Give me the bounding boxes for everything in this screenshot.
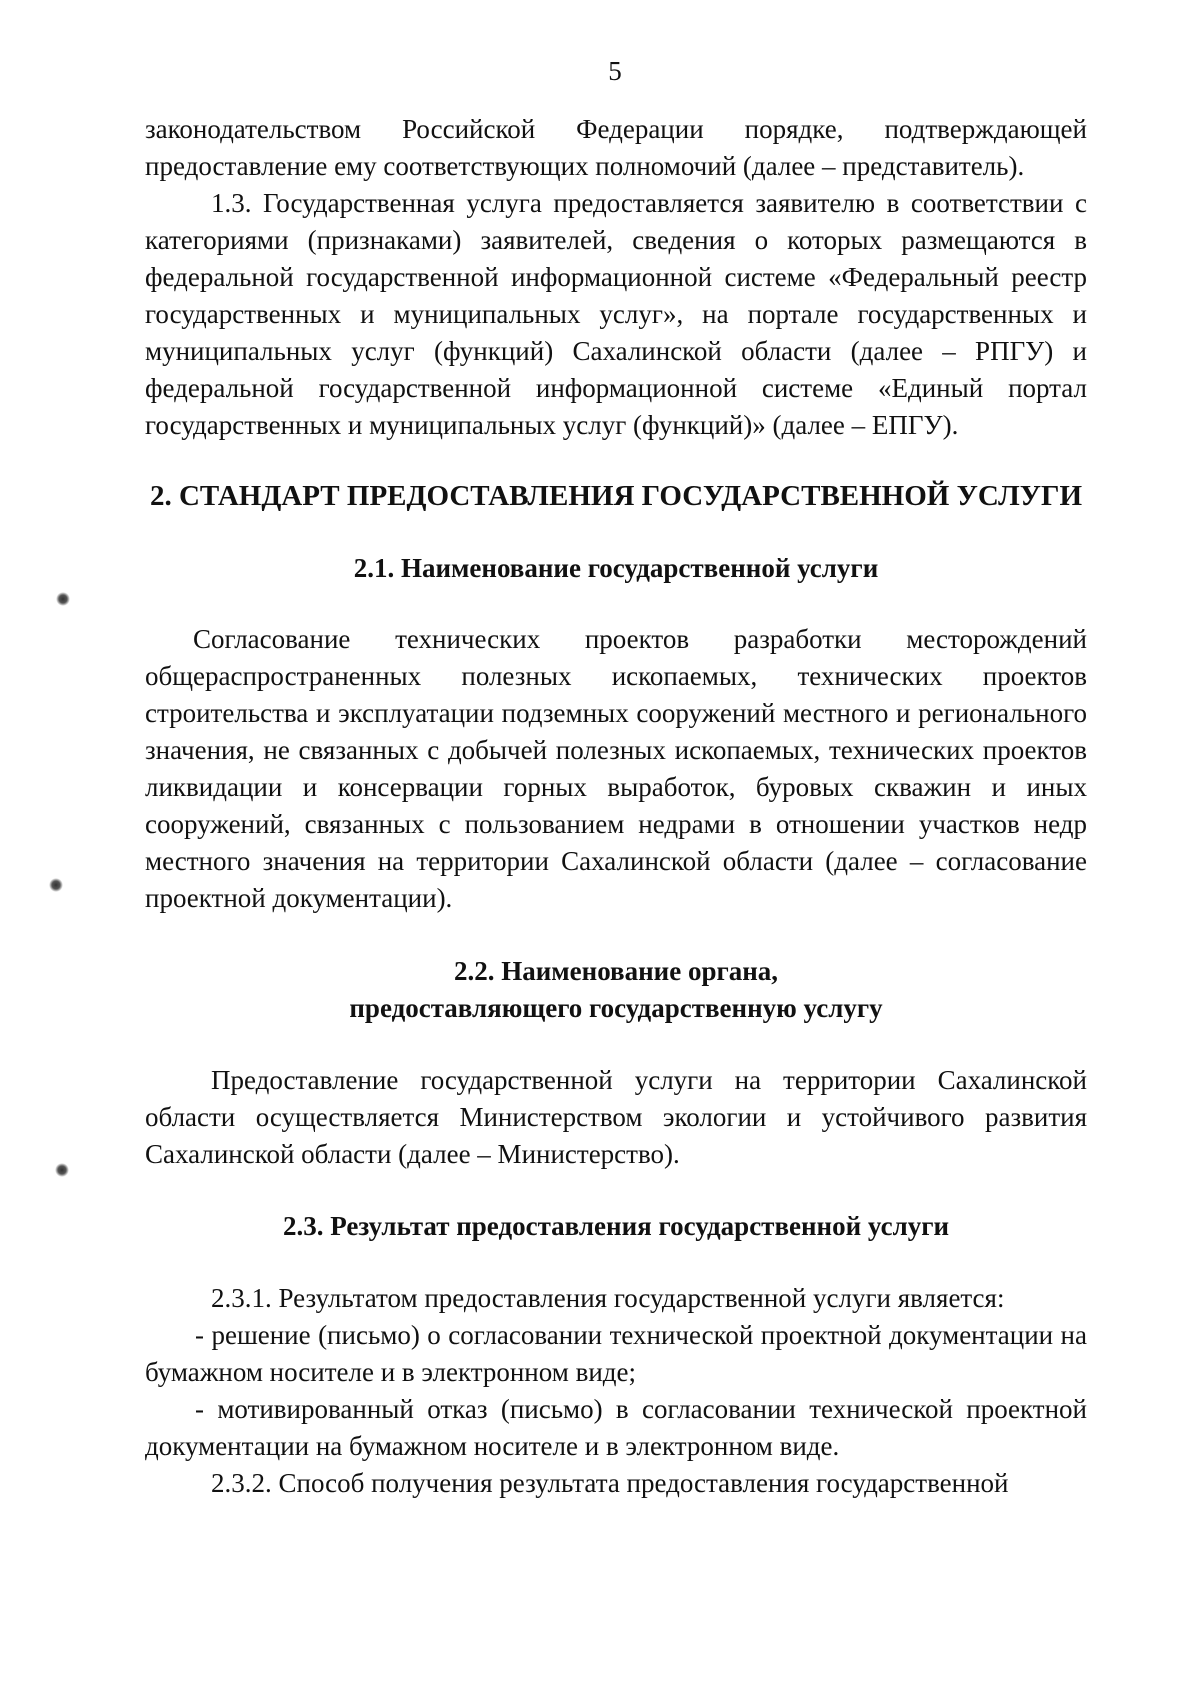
paragraph-2-3-1-b: - мотивированный отказ (письмо) в согласовании технической проектной документации на бумажном носителе и в электронном виде. xyxy=(145,1394,1087,1461)
paragraph-intro: законодательством Российской Федерации порядке, подтверждающей предоставление ему соответствующих полномочий (далее – представитель). xyxy=(145,114,1087,181)
scan-speck xyxy=(55,1163,69,1177)
paragraph-2-2: Предоставление государственной услуги на территории Сахалинской области осуществляется Министерством экологии и устойчивого развития Сахалинской области (далее – Министерство). xyxy=(145,1065,1087,1169)
page-number: 5 xyxy=(608,56,622,86)
paragraph-2-1: Согласование технических проектов разработки месторождений общераспространенных полезных ископаемых, технических проектов строительства и эксплуатации подземных сооружений местного и регионального значения, не связанных с добычей полезных ископаемых, технических проектов ликвидации и консервации горных выработок, буровых скважин и иных сооружений, связанных с пользованием недрами в отношении участков недр местного значения на территории Сахалинской области (далее – согласование проектной документации). xyxy=(145,624,1087,913)
paragraph-2-3-1: 2.3.1. Результатом предоставления государственной услуги является: xyxy=(211,1283,1005,1313)
document-body xyxy=(145,111,1087,1502)
paragraph-2-3-2: 2.3.2. Способ получения результата предоставления государственной xyxy=(211,1468,1009,1498)
scan-speck xyxy=(49,878,63,892)
paragraph-1-3: 1.3. Государственная услуга предоставляется заявителю в соответствии с категориями (признаками) заявителей, сведения о которых размещаются в федеральной государственной информационной системе «Федеральный реестр государственных и муниципальных услуг», на портале государственных и муниципальных услуг (функций) Сахалинской области (далее – РПГУ) и федеральной государственной информационной системе «Единый портал государственных и муниципальных услуг (функций)» (далее – ЕПГУ). xyxy=(145,188,1087,440)
subsection-heading-2-2-line1: 2.2. Наименование органа, xyxy=(453,956,779,986)
section-heading-2: 2. СТАНДАРТ ПРЕДОСТАВЛЕНИЯ ГОСУДАРСТВЕННОЙ УСЛУГИ xyxy=(149,480,1083,512)
paragraph-2-3-1-a: - решение (письмо) о согласовании технической проектной документации на бумажном носителе и в электронном виде; xyxy=(145,1320,1087,1387)
subsection-heading-2-1: 2.1. Наименование государственной услуги xyxy=(353,553,879,583)
subsection-heading-2-2-line2: предоставляющего государственную услугу xyxy=(349,993,883,1023)
scan-speck xyxy=(56,592,70,606)
subsection-heading-2-3: 2.3. Результат предоставления государственной услуги xyxy=(282,1211,950,1241)
